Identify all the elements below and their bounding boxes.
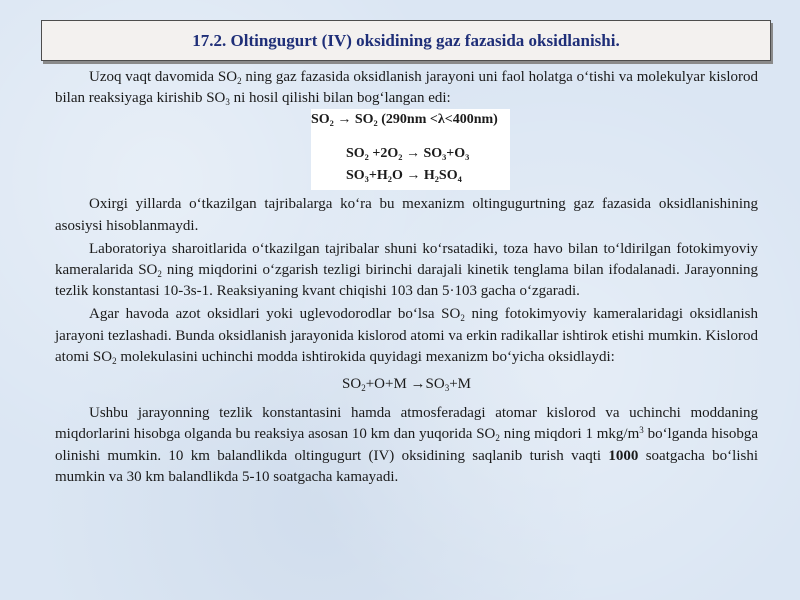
title-box: [41, 20, 771, 61]
equation-3: SO₃+H₂O → H₂SO₄: [346, 168, 462, 184]
paragraph-1: Uzoq vaqt davomida $SO_2$ ning gaz fazasida oksidlanish jarayoni uni faol holatga o‘tishi va molekulyar kislorod bilan reaksiyaga kirishib $SO_3$ ni hosil qilishi bilan bog‘langan edi:: [55, 69, 758, 108]
slide-title: 17.2. Oltingugurt (IV) oksidining gaz fazasida oksidlanishi.: [192, 30, 620, 50]
equation-2: SO₂ +2O₂ → SO₃+O₃: [346, 146, 470, 162]
equation-1: SO₂ → SO₂ (290nm <λ<400nm): [311, 112, 498, 128]
paragraph-4: Agar havoda azot oksidlari yoki uglevodorodlar bo‘lsa $SO_2$ ning fotokimyoviy kameralaridagi oksidlanish jarayoni tezlashadi. Bunda oksidlanish jarayonida kislorod atomi va erkin radikallar ishtirok etishi mumkin. Kislorod atomi $SO_2$ molekulasini uchinchi modda ishtirokida quyidagi mexanizm bo‘yicha oksidlaydi:: [55, 306, 758, 366]
paragraph-3: Laboratoriya sharoitlarida o‘tkazilgan tajribalar shuni ko‘rsatadiki, toza havo bilan to‘ldirilgan fotokimyoviy kameralarida $SO_2$ ning miqdorini o‘zgarish tezligi birinchi darajali kinetik tenglama bilan ifodalanadi. Jarayonning tezlik konstantasi 10-3s-1. Reaksiyaning kvant chiqishi 103 dan 5·103 gacha o‘zgaradi.: [55, 240, 758, 300]
equation-image: [311, 109, 510, 190]
equation-4: $SO_2+O+M \to SO_3+M$: [342, 376, 471, 394]
content-area: [55, 67, 758, 488]
paragraph-5: Ushbu jarayonning tezlik konstantasini hamda atmosferadagi atomar kislorod va uchinchi moddaning miqdorlarini hisobga olganda bu reaksiya asosan 10 km dan yuqorida $SO_2$ ning miqdori 1 mkg/$m^3$ bo‘lganda hisobga olinishi mumkin. 10 km balandlikda oltingugurt (IV) oksidining saqlanib turish vaqti 1000 soatgacha bo‘lishi mumkin va 30 km balandlikda 5-10 soatgacha kamayadi.: [55, 405, 759, 485]
paragraph-2: Oxirgi yillarda o‘tkazilgan tajribalarga ko‘ra bu mexanizm oltingugurtning gaz fazasida oksidlanishining asosiysi hisoblanmaydi.: [55, 196, 758, 234]
